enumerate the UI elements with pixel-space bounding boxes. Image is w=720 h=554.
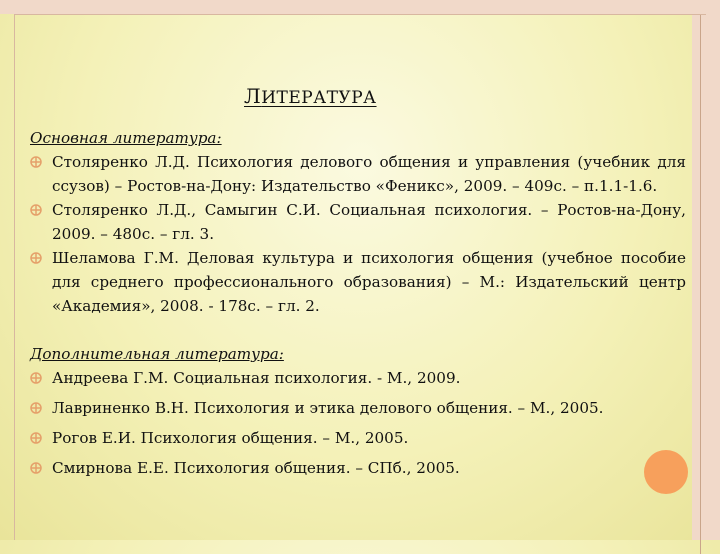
list-item-text: Лавриненко В.Н. Психология и этика делового общения. – М., 2005. [52,399,604,417]
list-item-text: Столяренко Л.Д., Самыгин С.И. Социальная психология. – Ростов-на-Дону, 2009. – 480с. – гл. 3. [52,201,686,243]
list-item-text: Смирнова Е.Е. Психология общения. – СПб., 2005. [52,459,460,477]
slide-frame-right [692,0,720,540]
circle-segment-bullet-icon [30,432,42,444]
list-item [30,456,686,480]
decorative-orange-circle [644,450,688,494]
list-item-text: Столяренко Л.Д. Психология делового общения и управления (учебник для ссузов) – Ростов-на-Дону: Издательство «Феникс», 2009. – 409с. – п.1.1-1.6. [52,153,686,195]
circle-segment-bullet-icon [30,402,42,414]
list-item [30,396,686,420]
list-item-text: Рогов Е.И. Психология общения. – М., 2005. [52,429,409,447]
slide-content [30,126,686,486]
list-item-text: Андреева Г.М. Социальная психология. - М., 2009. [52,369,461,387]
additional-literature-list [30,366,686,480]
list-item [30,150,686,198]
additional-literature-section [30,342,686,480]
main-literature-list [30,150,686,318]
slide-title-rest: ИТЕРАТУРА [261,88,377,108]
circle-segment-bullet-icon [30,372,42,384]
list-item [30,198,686,246]
circle-segment-bullet-icon [30,156,42,168]
frame-top-line [14,14,706,15]
slide-title [244,84,377,108]
circle-segment-bullet-icon [30,204,42,216]
circle-segment-bullet-icon [30,462,42,474]
slide-title-first-letter: Л [244,84,262,108]
list-item [30,246,686,318]
slide-frame-top [0,0,720,14]
frame-left-line [14,14,15,540]
list-item [30,366,686,390]
list-item [30,426,686,450]
list-item-text: Шеламова Г.М. Деловая культура и психология общения (учебное пособие для среднего профессионального образования) – М.: Издательский центр «Академия», 2008. - 178с. – гл. 2. [52,249,686,315]
additional-literature-label: Дополнительная литература: [30,345,284,363]
circle-segment-bullet-icon [30,252,42,264]
main-literature-label: Основная литература: [30,129,222,147]
